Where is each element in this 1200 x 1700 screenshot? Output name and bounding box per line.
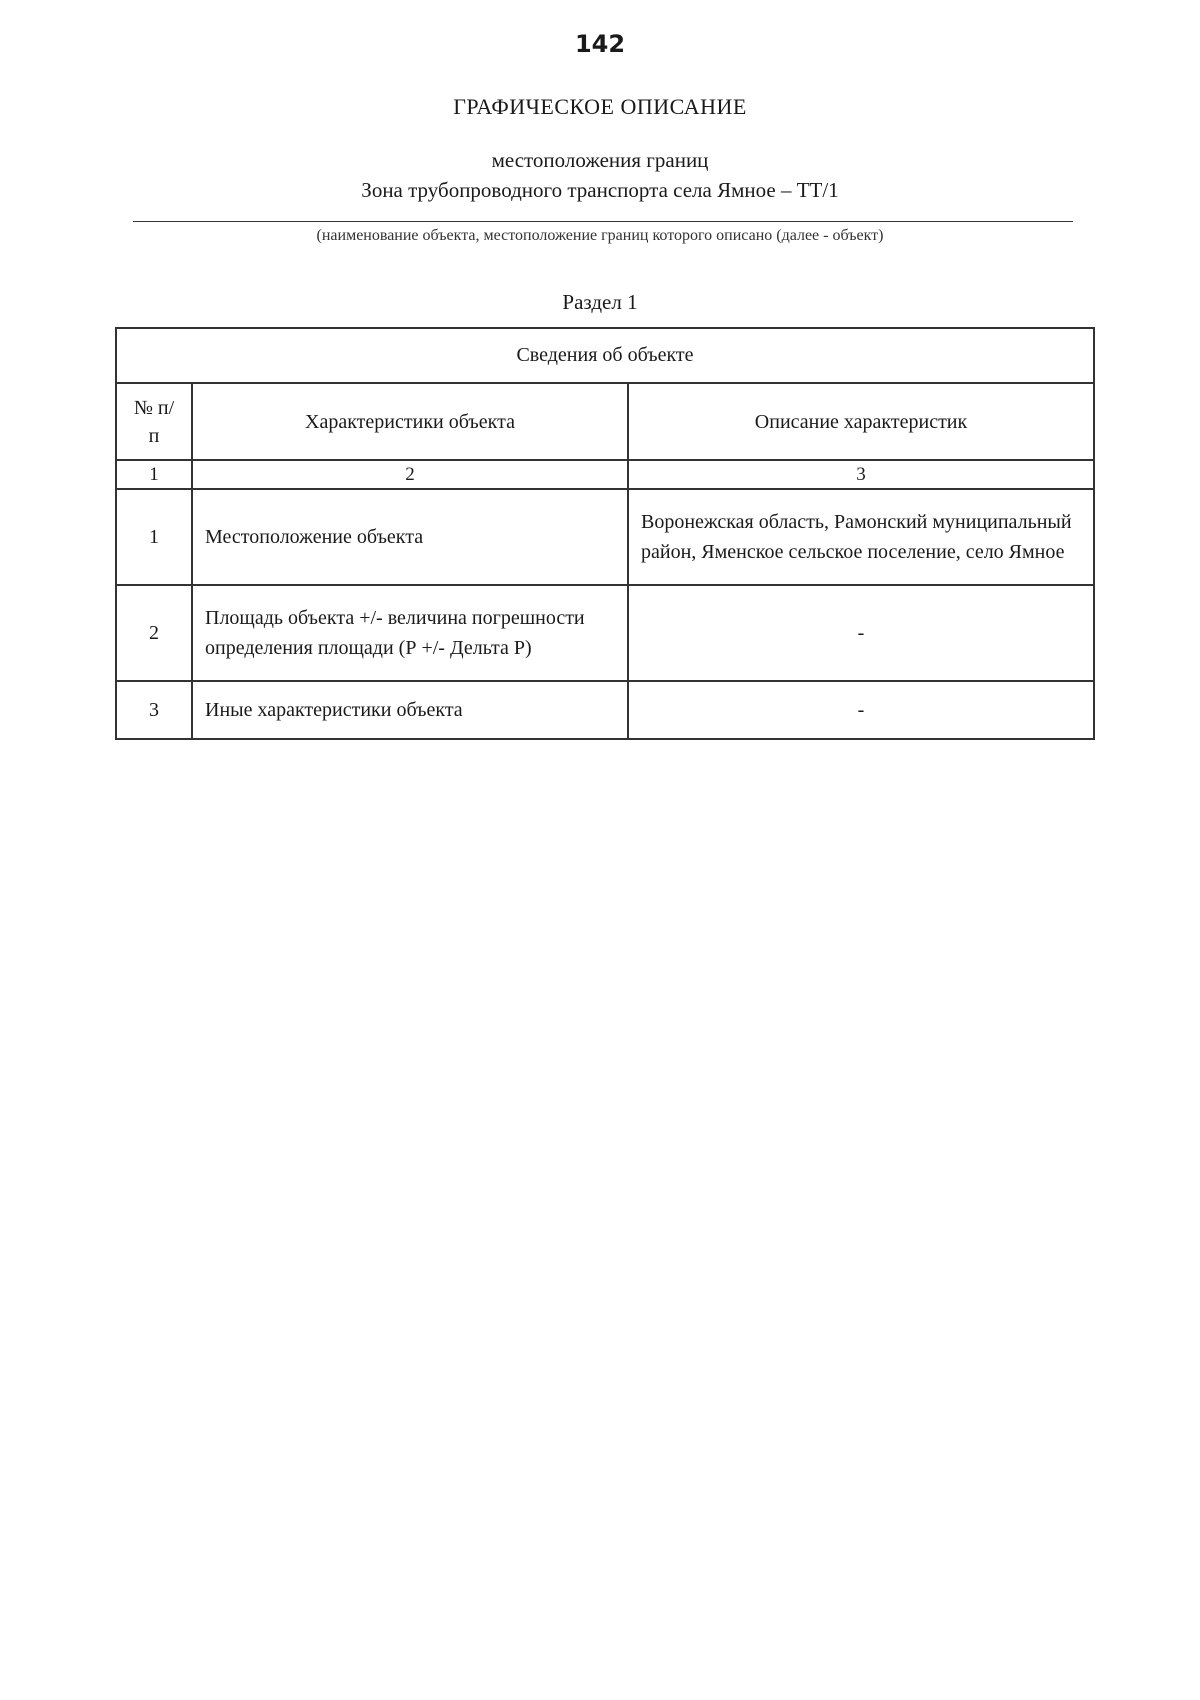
column-header-characteristic: Характеристики объекта	[192, 383, 628, 460]
document-subtitle-line1: местоположения границ	[491, 148, 709, 172]
document-title: ГРАФИЧЕСКОЕ ОПИСАНИЕ	[453, 94, 747, 119]
table-column-headers	[116, 383, 1094, 460]
page-number: 142	[574, 30, 626, 58]
row-characteristic: Местоположение объекта	[192, 489, 628, 585]
row-description: -	[628, 585, 1094, 681]
column-header-description: Описание характеристик	[628, 383, 1094, 460]
column-index: 1	[116, 460, 192, 489]
object-name-caption: (наименование объекта, местоположение границ которого описано (далее - объект)	[316, 227, 884, 244]
row-description: Воронежская область, Рамонский муниципальный район, Яменское сельское поселение, село Ямное	[628, 489, 1094, 585]
table-column-index-row	[116, 460, 1094, 489]
column-index: 2	[192, 460, 628, 489]
table-header-row	[116, 328, 1094, 383]
row-number: 3	[116, 681, 192, 739]
table-row	[116, 585, 1094, 681]
object-info-table	[115, 327, 1095, 740]
column-header-num: № п/п	[116, 383, 192, 460]
document-subtitle-line2: Зона трубопроводного транспорта села Ямное – ТТ/1	[361, 178, 839, 202]
section-label: Раздел 1	[562, 290, 638, 314]
table-row	[116, 681, 1094, 739]
row-number: 2	[116, 585, 192, 681]
underline-rule	[133, 221, 1073, 222]
row-characteristic: Площадь объекта +/- величина погрешности определения площади (Р +/- Дельта Р)	[192, 585, 628, 681]
column-index: 3	[628, 460, 1094, 489]
table-row	[116, 489, 1094, 585]
row-number: 1	[116, 489, 192, 585]
table-header: Сведения об объекте	[116, 328, 1094, 383]
row-characteristic: Иные характеристики объекта	[192, 681, 628, 739]
row-description: -	[628, 681, 1094, 739]
